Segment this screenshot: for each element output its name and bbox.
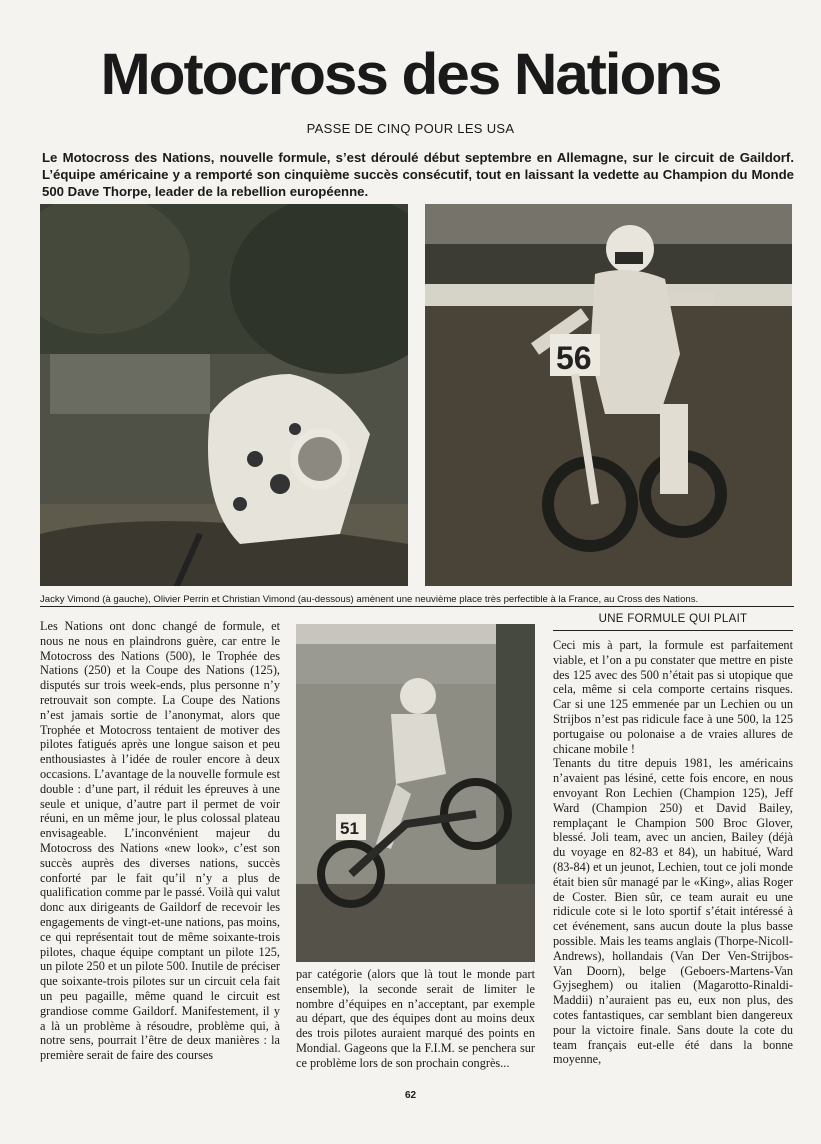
column-3-paragraph-1: Ceci mis à part, la formule est parfaitement viable, et l’on a pu constater que mettre en piste des 125 avec des 500 n’était pas si utopique que cela, même si cela comporte certains risques. Car si une 125 emmenée par un Lechien ou un Strijbos n’est pas ridicule face à une 500, la 125 portugaise ou polonaise a de vraies allures de chicane mobile ! <box>553 638 793 756</box>
section-heading: UNE FORMULE QUI PLAIT <box>598 613 748 625</box>
photo-caption: Jacky Vimond (à gauche), Olivier Perrin et Christian Vimond (au-dessous) amènent une neuvième place très perfectible à la France, au Cross des Nations. <box>40 594 699 605</box>
photo-rider-number-56 <box>425 204 792 586</box>
article-column-1 <box>40 619 280 1079</box>
caption-rule <box>40 606 794 607</box>
column-3-paragraph-2: Tenants du titre depuis 1981, les américains n’avaient pas lésiné, cette fois encore, en nous envoyant Ron Lechien (Champion 125), Jeff Ward (Champion 250) et David Bailey, remplaçant le Champion 500 Broc Glover, blessé. Joli team, avec un ancien, Bailey (déjà du voyage en 82-83 et 84), un habitué, Ward (83-84) et un jeunot, Lechien, tout ce joli monde était bien sûr managé par le «King», alias Roger de Coster. Bien sûr, ce team aurait eu une ridicule cote si le loto sportif s’était intéressé à cet événement, sans aucun doute la plus basse possible. Mais les teams anglais (Thorpe-Nicoll-Andrews), hollandais (Van Der Ven-Strijbos-Van Doorn), belge (Geboers-Martens-Van Gyjseghem) ou italien (Magarotto-Rinaldi-Maddii) n’auraient pas eu, eux non plus, des cotes fantastiques, car semblant bien dangereux pour la victoire finale. Sans doute la cote du team français eut-elle été dans la bonne moyenne, <box>553 756 793 1067</box>
plate-number: 56 <box>556 340 592 376</box>
article-lead: Le Motocross des Nations, nouvelle formule, s’est déroulé début septembre en Allemagne, sur le circuit de Gaildorf. L’équipe américaine y a remporté son cinquième succès consécutif, tout en laissant la vedette au Champion du Monde 500 Dave Thorpe, leader de la rebellion européenne. <box>42 150 794 199</box>
article-column-2 <box>296 967 535 1077</box>
article-column-3 <box>553 638 793 1078</box>
column-2-text: par catégorie (alors que là tout le monde part ensemble), la seconde serait de limiter le nombre d’équipes en n’acceptant, par exemple au départ, que des équipes dont au moins deux des trois pilotes auraient marqué des points en Mondial. Gageons que la F.I.M. se penchera sur ce problème lors de son prochain congrès... <box>296 967 535 1070</box>
column-1-text: Les Nations ont donc changé de formule, et nous ne nous en plaindrons guère, car entre le Motocross des Nations (500), le Trophée des Nations (250) et la Coupe des Nations (125), disputés sur trois week-ends, plus personne n’y retrouvait son compte. La Coupe des Nations n’est jamais sortie de l’anonymat, alors que Trophée et Motocross tentaient de motiver des pilotes fatigués après une longue saison et peu enthousiastes à l’idée de rouler encore à deux occasions. L’avantage de la nouvelle formule est double : d’une part, il réduit les épreuves à une seule et unique, d’autre part il permet de voir réuni, en un même jour, le plus colossal plateau envisageable. L’inconvénient majeur du Motocross des Nations «new look», c’est son succès auprès des diverses nations, succès conforté par le fait qu’il n’y a plus de qualification comme par le passé. Voilà qui valut donc aux dirigeants de Gaildorf de recevoir les engagements de vingt-et-une nations, pas moins, ce qui représentait tout de même soixante-trois pilotes, chaque équipe comptant un pilote 125, un pilote 250 et un pilote 500. Inutile de préciser que soixante-trois pilotes sur un circuit cela fait un peu pagaille, même quand le circuit est grandiose comme Gaildorf. Manifestement, il y a là un problème à résoudre, problème qui, à notre sens, pourrait l’être de deux manières : la première serait de faire des courses <box>40 619 280 1063</box>
article-title: Motocross des Nations <box>100 42 721 107</box>
photo-rider-jump-51 <box>296 624 535 962</box>
section-rule <box>553 630 793 631</box>
plate-number: 51 <box>340 819 359 838</box>
photo-rider-camouflage <box>40 204 408 586</box>
page-number: 62 <box>404 1090 417 1101</box>
article-subtitle: PASSE DE CINQ POUR LES USA <box>306 121 515 136</box>
